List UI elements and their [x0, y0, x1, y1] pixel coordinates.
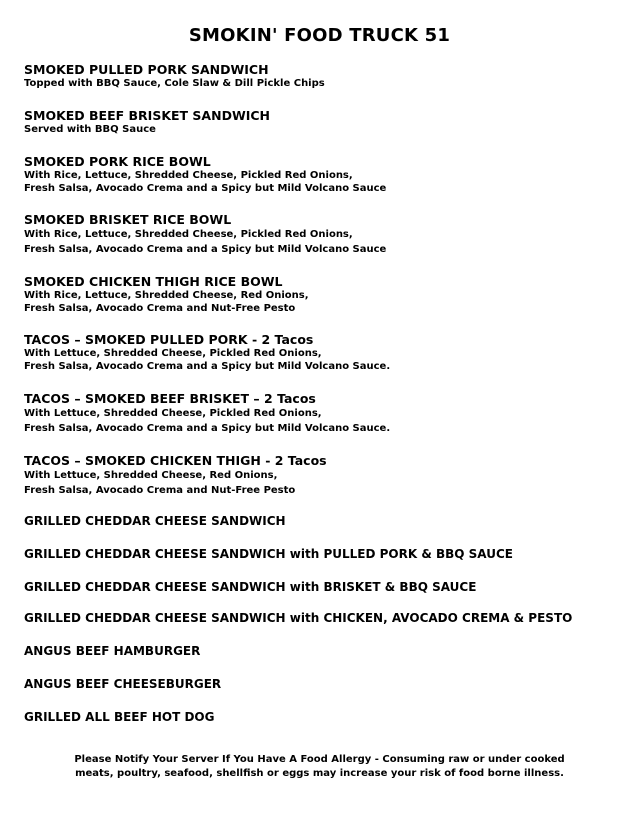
menu-item: [24, 62, 325, 90]
menu-item-single: GRILLED ALL BEEF HOT DOG: [24, 710, 215, 724]
menu-item-description: Fresh Salsa, Avocado Crema and a Spicy but Mild Volcano Sauce: [24, 183, 387, 194]
menu-item: [24, 391, 390, 436]
menu-item-single: ANGUS BEEF CHEESEBURGER: [24, 677, 222, 691]
menu-item-description: With Rice, Lettuce, Shredded Cheese, Pickled Red Onions,: [24, 170, 353, 181]
menu-item-name: SMOKED PORK RICE BOWL: [24, 154, 211, 169]
menu-item-description: With Lettuce, Shredded Cheese, Red Onions,: [24, 470, 278, 481]
menu-item-description: With Rice, Lettuce, Shredded Cheese, Red Onions,: [24, 290, 309, 301]
menu-item-single: GRILLED CHEDDAR CHEESE SANDWICH with BRISKET & BBQ SAUCE: [24, 580, 477, 594]
menu-item-description: Fresh Salsa, Avocado Crema and a Spicy but Mild Volcano Sauce: [24, 244, 387, 255]
menu-item-description: Fresh Salsa, Avocado Crema and Nut-Free Pesto: [24, 485, 296, 496]
menu-item: [24, 453, 327, 498]
menu-item-name: SMOKED BEEF BRISKET SANDWICH: [24, 108, 271, 123]
menu-item-single: GRILLED CHEDDAR CHEESE SANDWICH: [24, 514, 286, 528]
menu-item: [24, 108, 270, 136]
menu-item-description: With Rice, Lettuce, Shredded Cheese, Pickled Red Onions,: [24, 229, 353, 240]
menu-item-description: With Lettuce, Shredded Cheese, Pickled Red Onions,: [24, 408, 322, 419]
menu-item-name: SMOKED PULLED PORK SANDWICH: [24, 62, 269, 77]
allergy-notice-line: Please Notify Your Server If You Have A Food Allergy - Consuming raw or under cooked: [74, 754, 565, 765]
menu-item-name: SMOKED CHICKEN THIGH RICE BOWL: [24, 274, 283, 289]
allergy-notice-line: meats, poultry, seafood, shellfish or eggs may increase your risk of food borne illness.: [75, 768, 564, 779]
menu-item: [24, 154, 386, 195]
menu-item-description: With Lettuce, Shredded Cheese, Pickled Red Onions,: [24, 348, 322, 359]
allergy-notice: [0, 753, 639, 781]
menu-item-name: SMOKED BRISKET RICE BOWL: [24, 212, 232, 227]
menu-item-name: TACOS – SMOKED PULLED PORK - 2 Tacos: [24, 332, 314, 347]
menu-item-single: GRILLED CHEDDAR CHEESE SANDWICH with PULLED PORK & BBQ SAUCE: [24, 547, 513, 561]
menu-title: SMOKIN' FOOD TRUCK 51: [188, 25, 451, 46]
menu-item-description: Fresh Salsa, Avocado Crema and a Spicy but Mild Volcano Sauce.: [24, 361, 391, 372]
menu-item: [24, 212, 386, 257]
menu-item-description: Served with BBQ Sauce: [24, 124, 156, 135]
menu-item-name: TACOS – SMOKED BEEF BRISKET – 2 Tacos: [24, 391, 316, 406]
menu-item-description: Fresh Salsa, Avocado Crema and Nut-Free Pesto: [24, 303, 296, 314]
menu-item-name: TACOS – SMOKED CHICKEN THIGH - 2 Tacos: [24, 453, 327, 468]
menu-item-single: GRILLED CHEDDAR CHEESE SANDWICH with CHICKEN, AVOCADO CREMA & PESTO: [24, 611, 573, 625]
menu-item-description: Topped with BBQ Sauce, Cole Slaw & Dill Pickle Chips: [24, 78, 325, 89]
menu-item: [24, 332, 390, 373]
menu-item: [24, 274, 309, 315]
menu-item-single: ANGUS BEEF HAMBURGER: [24, 644, 201, 658]
menu-item-description: Fresh Salsa, Avocado Crema and a Spicy but Mild Volcano Sauce.: [24, 423, 391, 434]
